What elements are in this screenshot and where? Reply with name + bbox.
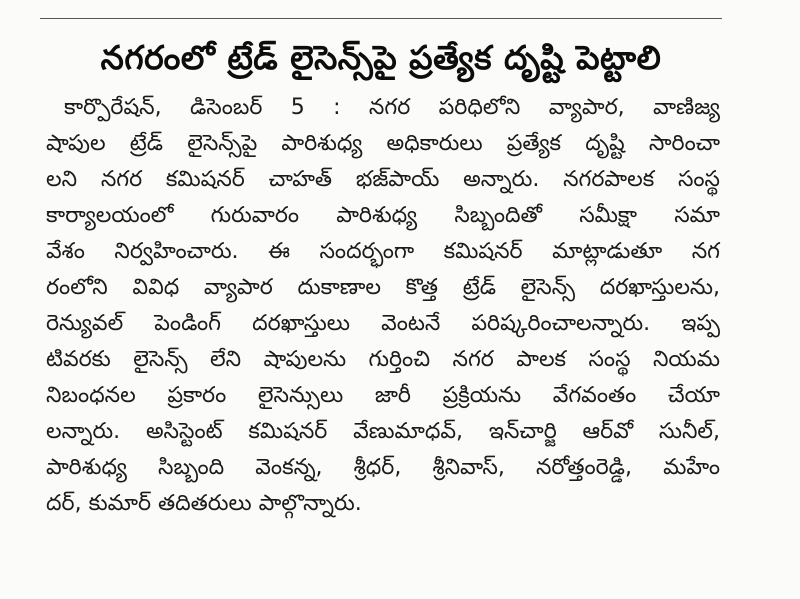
article-line: నిబంధనల ప్రకారం లైసెన్సులు జారీ ప్రక్రియను వేగవంతం చేయా [46,383,720,408]
article-line: కార్పొరేషన్, డిసెంబర్ 5 : నగర పరిధిలోని వ్యాపార, వాణిజ్య [64,95,720,120]
article-line: లని నగర కమిషనర్ చాహత్ భజ్‌పాయ్ అన్నారు. నగరపాలక సంస్థ [46,167,720,192]
article-headline: నగరంలో ట్రేడ్ లైసెన్స్‌పై ప్రత్యేక దృష్టి పెట్టాలి [100,38,662,77]
column-divider [40,18,722,19]
article-line: వేశం నిర్వహించారు. ఈ సందర్భంగా కమిషనర్ మాట్లాడుతూ నగ [46,239,720,264]
article-line: కార్యాలయంలో గురువారం పారిశుధ్య సిబ్బందితో సమీక్షా సమా [46,203,720,228]
article-line: టివరకు లైసెన్స్ లేని షాపులను గుర్తించి నగర పాలక సంస్థ నియమ [46,347,720,372]
article-body [46,90,720,522]
article-line: దర్, కుమార్ తదితరులు పాల్గొన్నారు. [46,491,362,516]
article-line: రంలోని వివిధ వ్యాపార దుకాణాల కొత్త ట్రేడ్ లైసెన్స్ దరఖాస్తులను, [46,275,720,300]
article-line: లన్నారు. అసిస్టెంట్ కమిషనర్ వేణుమాధవ్, ఇన్‌చార్జి ఆర్‌వో సునీల్, [46,419,720,444]
article-line: పారిశుధ్య సిబ్బంది వెంకన్న, శ్రీధర్, శ్రీనివాస్, నరోత్తంరెడ్డి, మహేం [46,455,720,480]
previous-article-fragment [40,0,720,10]
article-line: రెన్యువల్ పెండింగ్ దరఖాస్తులు వెంటనే పరిష్కరించాలన్నారు. ఇప్ప [46,311,720,336]
article-line: షాపుల ట్రేడ్ లైసెన్స్‌పై పారిశుధ్య అధికారులు ప్రత్యేక దృష్టి సారించా [46,131,720,156]
